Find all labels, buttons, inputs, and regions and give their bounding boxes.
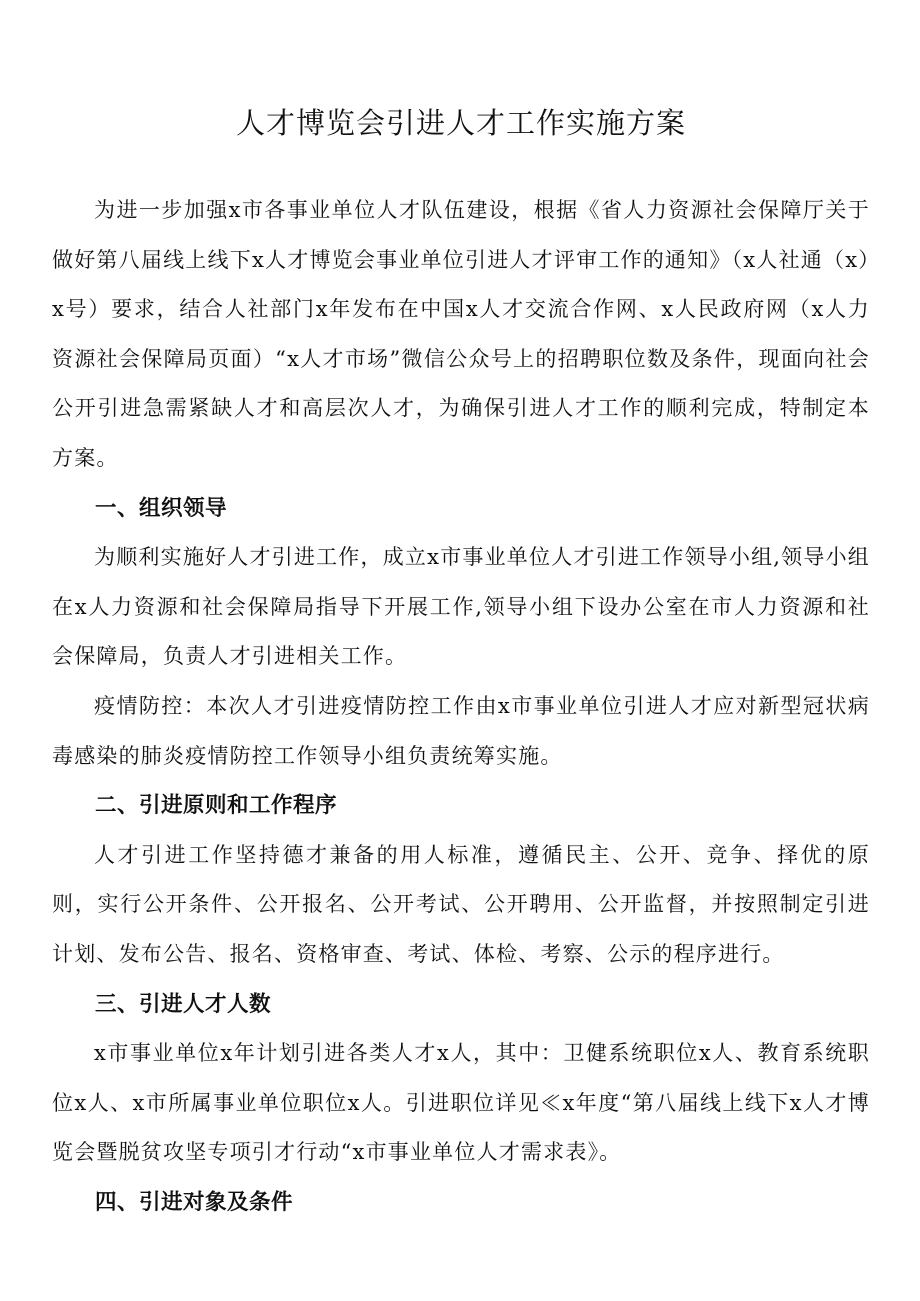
section-heading-talent-count: 三、引进人才人数 xyxy=(95,991,272,1017)
section-heading-targets: 四、引进对象及条件 xyxy=(95,1189,294,1215)
principles-paragraph: 人才引进工作坚持德才兼备的用人标准，遵循民主、公开、竞争、择优的原则，实行公开条件、公开报名、公开考试、公开聘用、公开监督，并按照制定引进计划、发布公告、报名、资格审查、考试、体检、考察、公示的程序进行。 xyxy=(52,842,870,966)
document-title: 人才博览会引进人才工作实施方案 xyxy=(235,106,686,140)
section-heading-organization: 一、组织领导 xyxy=(95,495,228,521)
epidemic-control-paragraph: 疫情防控：本次人才引进疫情防控工作由x市事业单位引进人才应对新型冠状病毒感染的肺炎疫情防控工作领导小组负责统筹实施。 xyxy=(52,693,870,768)
section-heading-principles: 二、引进原则和工作程序 xyxy=(95,793,338,819)
organization-paragraph: 为顺利实施好人才引进工作，成立x市事业单位人才引进工作领导小组,领导小组在x人力资源和社会保障局指导下开展工作,领导小组下设办公室在市人力资源和社会保障局，负责人才引进相关工作。 xyxy=(52,545,870,669)
intro-paragraph: 为进一步加强x市各事业单位人才队伍建设，根据《省人力资源社会保障厅关于做好第八届线上线下x人才博览会事业单位引进人才评审工作的通知》（x人社通（x）x号）要求，结合人社部门x年发布在中国x人才交流合作网、x人民政府网（x人力资源社会保障局页面）“x人才市场”微信公众号上的招聘职位数及条件，现面向社会公开引进急需紧缺人才和高层次人才，为确保引进人才工作的顺利完成，特制定本方案。 xyxy=(52,198,870,470)
talent-count-paragraph: x市事业单位x年计划引进各类人才x人，其中：卫健系统职位x人、教育系统职位x人、x市所属事业单位职位x人。引进职位详见≪x年度“第八届线上线下x人才博览会暨脱贫攻坚专项引才行动“x市事业单位人才需求表》。 xyxy=(52,1041,870,1165)
